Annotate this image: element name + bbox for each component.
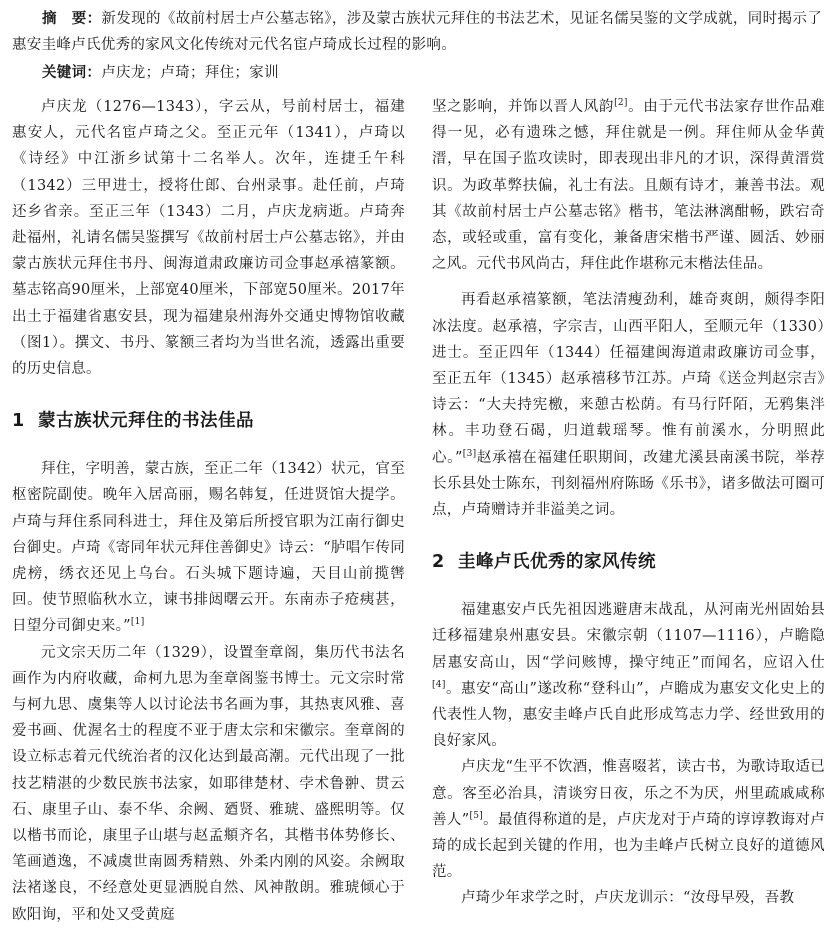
abstract-block	[12, 6, 822, 86]
paragraph-zhaochengxi-text-b: 赵承禧在福建任职期间，改建尤溪县南溪书院，举荐长乐县处士陈东，刊刻福州府陈旸《乐书》，诸多做法可圈可点，卢琦赠诗并非溢美之词。	[432, 449, 825, 519]
paragraph-continued-text-a: 坚之影响，并饰以晋人风韵	[432, 99, 615, 115]
keywords-text: 卢庆龙；卢琦；拜住；家训	[101, 65, 279, 81]
keywords-line	[12, 60, 822, 86]
left-column	[12, 94, 405, 923]
paragraph-luqinglong-text-a: 卢庆龙“生平不饮酒，惟喜啜茗，读古书，为歌诗取适已意。客至必治具，清谈穷日夜，乐之不为厌，州里疏戚咸称善人”	[432, 759, 825, 828]
citation-3[interactable]: [3]	[462, 448, 477, 459]
section-2-number: 2	[432, 552, 445, 573]
citation-4[interactable]: [4]	[432, 680, 446, 691]
paragraph-baizhu-text: 拜住，字明善，蒙古族，至正二年（1342）状元，官至枢密院副使。晚年入居高丽，赐名韩复，任进贤馆大提学。卢琦与拜住系同科进士，拜住及第后所授官职为江南行御史台御史。卢琦《寄同年状元拜住善御史》诗云：“胪唱乍传同虎榜，绣衣还见上乌台。石头城下题诗遍，天目山前揽辔回。使节照临秋水立，谏书排闼曙云开。东南赤子疮痍甚，日望分司御史来。”	[12, 461, 405, 635]
abstract-label: 摘 要：	[42, 11, 102, 27]
citation-2[interactable]: [2]	[614, 98, 628, 109]
paragraph-lu-ancestry	[432, 597, 825, 754]
paragraph-luqi-youth: 卢琦少年求学之时，卢庆龙训示：“汝母早殁，吾教	[461, 890, 795, 907]
paragraph-luqinglong-text-b: 。最值得称道的是，卢庆龙对于卢琦的谆谆教诲对卢琦的成长起到关键的作用，也为圭峰卢氏树立良好的道德风范。	[432, 811, 825, 881]
paragraph-zhaochengxi-text-a: 再看赵承禧篆额，笔法清瘦劲利，雄奇爽朗，颇得李阳冰法度。赵承禧，字宗吉，山西平阳人，至顺元年（1330）进士。至正四年（1344）任福建闽海道肃政廉访司佥事，至正五年（1345）赵承禧移节江苏。卢琦《送佥判赵宗吉》诗云：“大夫持宪檄，来憩古松荫。有马行阡陌，无鸦集泮林。丰功登石碣，归道载瑶琴。惟有前溪水，分明照此心。”	[432, 292, 825, 466]
paragraph-continued-text-b: 。由于元代书法家存世作品难得一见，必有遗珠之憾，拜住就是一例。拜住师从金华黄溍，早在国子监攻读时，即表现出非凡的才识，深得黄溍赏识。为政革弊扶偏，礼士有法。且颇有诗才，兼善书法。观其《故前村居士卢公墓志铭》楷书，笔法淋漓酣畅，跌宕奇态，或轻或重，富有变化，兼备唐宋楷书严谨、圆活、妙丽之风。元代书风尚古，拜住此作堪称元末楷法佳品。	[432, 99, 825, 273]
section-1-number: 1	[12, 411, 25, 432]
citation-1[interactable]: [1]	[130, 617, 145, 628]
paragraph-gap	[432, 277, 825, 287]
paragraph-lu-ancestry-text-a: 福建惠安卢氏先祖因逃避唐末战乱，从河南光州固始县迁移福建泉州惠安县。宋徽宗朝（1107—1116），卢瞻隐居惠安高山，因“学问赅博，操守纯正”而闻名，应诏入仕	[432, 602, 825, 671]
paragraph-zhaochengxi	[432, 287, 825, 523]
section-1-title: 蒙古族状元拜住的书法佳品	[38, 411, 254, 432]
abstract-paragraph	[12, 6, 822, 58]
paragraph-lu-ancestry-text-b: 。惠安“高山”遂改称“登科山”，卢瞻成为惠安文化史上的代表性人物，惠安圭峰卢氏自此形成笃志力学、经世致用的良好家风。	[432, 680, 825, 750]
keywords-label: 关键词：	[42, 65, 102, 81]
paragraph-luqinglong	[432, 754, 825, 885]
citation-5[interactable]: [5]	[469, 811, 484, 822]
section-1-heading	[12, 408, 405, 434]
abstract-text: 新发现的《故前村居士卢公墓志铭》，涉及蒙古族状元拜住的书法艺术，见证名儒吴鉴的文学成就，同时揭示了惠安圭峰卢氏优秀的家风文化传统对元代名宦卢琦成长过程的影响。	[12, 11, 822, 53]
right-column	[432, 94, 825, 912]
intro-paragraph: 卢庆龙（1276—1343），字云从，号前村居士，福建惠安人，元代名宦卢琦之父。至正元年（1341），卢琦以《诗经》中江浙乡试第十二名举人。次年，连捷壬午科（1342）三甲进士，授将仕郎、台州录事。赴任前，卢琦还乡省亲。至正三年（1343）二月，卢庆龙病逝。卢琦奔赴福州，礼请名儒吴鉴撰写《故前村居士卢公墓志铭》，并由蒙古族状元拜住书丹、闽海道肃政廉访司佥事赵承禧篆额。墓志铭高90厘米，上部宽40厘米，下部宽50厘米。2017年出土于福建省惠安县，现为福建泉州海外交通史博物馆收藏（图1）。撰文、书丹、篆额三者均为当世名流，透露出重要的历史信息。	[12, 99, 405, 378]
paragraph-continued	[432, 94, 825, 277]
section-2-heading	[432, 549, 825, 575]
paragraph-baizhu	[12, 456, 405, 639]
paragraph-kuizhangge: 元文宗天历二年（1329），设置奎章阁，集历代书法名画作为内府收藏，命柯九思为奎章阁鉴书博士。元文宗时常与柯九思、虞集等人以讨论法书名画为事，其热衷风雅、喜爱书画、优渥名士的程度不亚于唐太宗和宋徽宗。奎章阁的设立标志着元代统治者的汉化达到最高潮。元代出现了一批技艺精湛的少数民族书法家，如耶律楚材、孛术鲁翀、贯云石、康里子山、泰不华、余阙、廼贤、雅琥、盛熙明等。仅以楷书而论，康里子山堪与赵孟頫齐名，其楷书体势修长、笔画遒逸，不减虞世南圆秀精熟、外柔内刚的风姿。余阙取法褚遂良，不经意处更显洒脱自然、风神散朗。雅琥倾心于欧阳询，平和处又受黄庭	[12, 644, 405, 923]
section-2-title: 圭峰卢氏优秀的家风传统	[458, 552, 656, 573]
